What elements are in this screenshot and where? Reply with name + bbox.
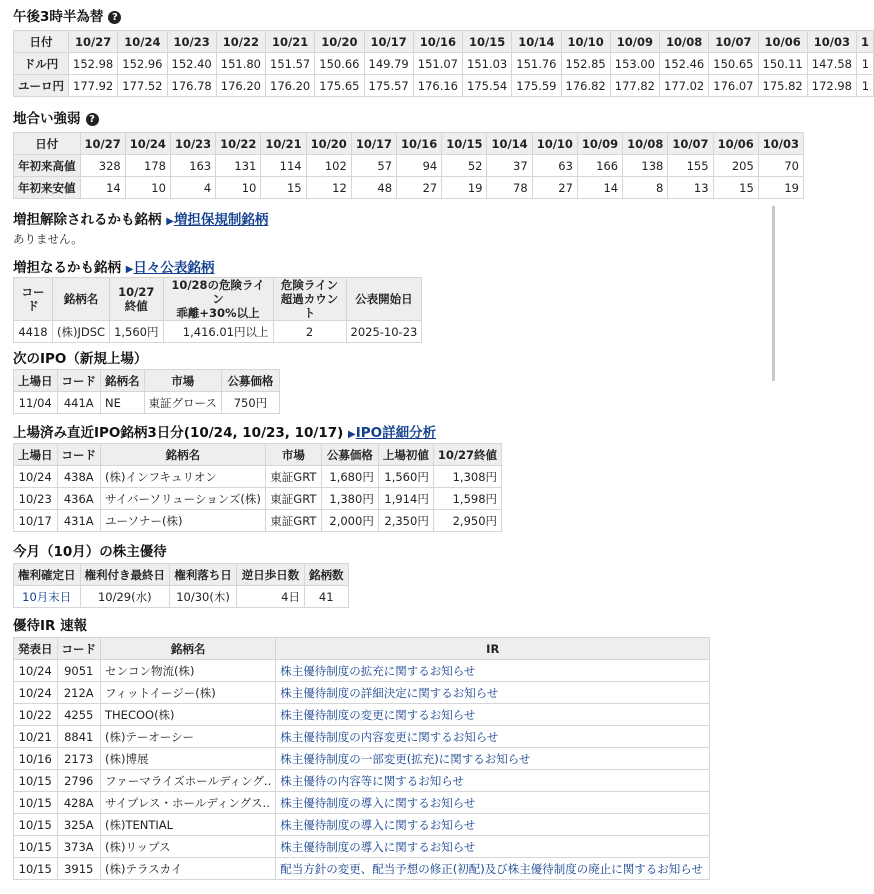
- fx-header-cell: 10/22: [216, 31, 265, 53]
- fx-rate-cell: 175.59: [512, 75, 561, 97]
- ir-row: [14, 726, 710, 748]
- recent-ipo-date: 10/17: [14, 510, 58, 532]
- ir-row: [14, 858, 710, 880]
- margin-add-start: 2025-10-23: [346, 321, 422, 343]
- recent-ipo-market: 東証GRT: [265, 488, 321, 510]
- fx-header-cell: 日付: [14, 31, 69, 53]
- breadth-count-cell: 27: [397, 177, 442, 199]
- recent-ipo-code: 431A: [57, 510, 101, 532]
- fx-rate-cell: 176.07: [709, 75, 758, 97]
- ir-company-name: (株)リップス: [101, 836, 276, 858]
- fx-row-label: ドル円: [14, 53, 69, 75]
- fx-header-cell: 10/24: [118, 31, 167, 53]
- breadth-count-cell: 57: [351, 155, 396, 177]
- benefits-table: [13, 563, 349, 608]
- ir-code: 2173: [57, 748, 101, 770]
- reverse-fee-days: 4日: [237, 586, 305, 608]
- fx-rate-cell: 150.66: [315, 53, 364, 75]
- recent-ipo-row: [14, 466, 502, 488]
- next-ipo-header-cell: コード: [57, 370, 101, 392]
- fx-rate-cell: 176.20: [216, 75, 265, 97]
- fx-header-cell: 10/21: [266, 31, 315, 53]
- ir-announcement-link[interactable]: 株主優待の内容等に関するお知らせ: [276, 770, 710, 792]
- recent-ipo-code: 436A: [57, 488, 101, 510]
- ipo-analysis-link[interactable]: ▶IPO詳細分析: [348, 425, 437, 441]
- record-date-link[interactable]: 10月末日: [14, 586, 81, 608]
- recent-ipo-open: 1,560円: [378, 466, 433, 488]
- recent-ipo-name: (株)インフキュリオン: [101, 466, 266, 488]
- breadth-count-cell: 27: [532, 177, 577, 199]
- breadth-header-cell: 10/17: [351, 133, 396, 155]
- margin-release-title: 増担解除されるかも銘柄 ▶増担保規制銘柄: [13, 212, 269, 228]
- recent-ipo-price: 1,380円: [321, 488, 378, 510]
- ir-header-cell: 発表日: [14, 638, 58, 660]
- fx-header-row: [14, 31, 874, 53]
- next-ipo-header-cell: 公募価格: [221, 370, 279, 392]
- breadth-count-cell: 70: [758, 155, 803, 177]
- breadth-count-cell: 12: [306, 177, 351, 199]
- ir-company-name: THECOO(株): [101, 704, 276, 726]
- breadth-row: [14, 177, 804, 199]
- fx-rate-cell: 152.96: [118, 53, 167, 75]
- fx-rate-cell: 152.40: [167, 53, 216, 75]
- fx-rate-cell: 147.58: [807, 53, 856, 75]
- help-icon[interactable]: ?: [86, 113, 99, 126]
- ir-row: [14, 770, 710, 792]
- next-ipo-header-cell: 市場: [144, 370, 221, 392]
- next-ipo-table: [13, 369, 280, 414]
- benefits-header-cell: 逆日歩日数: [237, 564, 305, 586]
- fx-rate-cell: 1: [857, 75, 874, 97]
- ir-code: 325A: [57, 814, 101, 836]
- ir-code: 428A: [57, 792, 101, 814]
- recent-ipo-header-cell: 銘柄名: [101, 444, 266, 466]
- next-ipo-price: 750円: [221, 392, 279, 414]
- recent-ipo-header-cell: コード: [57, 444, 101, 466]
- ir-date: 10/15: [14, 814, 58, 836]
- fx-row-label: ユーロ円: [14, 75, 69, 97]
- ir-date: 10/15: [14, 770, 58, 792]
- ir-code: 4255: [57, 704, 101, 726]
- breadth-header-cell: 10/16: [397, 133, 442, 155]
- breadth-header-cell: 10/21: [261, 133, 306, 155]
- fx-header-cell: 10/15: [463, 31, 512, 53]
- ir-title: 優待IR 速報: [13, 618, 88, 634]
- ir-date: 10/21: [14, 726, 58, 748]
- ir-row: [14, 792, 710, 814]
- breadth-count-cell: 166: [577, 155, 622, 177]
- breadth-header-cell: 10/15: [442, 133, 487, 155]
- fx-rate-cell: 175.82: [758, 75, 807, 97]
- breadth-count-cell: 205: [713, 155, 758, 177]
- benefits-header-cell: 権利確定日: [14, 564, 81, 586]
- recent-ipo-header-row: [14, 444, 502, 466]
- margin-add-header-cell: 公表開始日: [346, 278, 422, 321]
- fx-rate-cell: 176.82: [561, 75, 610, 97]
- fx-rate-cell: 151.07: [413, 53, 462, 75]
- fx-row: [14, 53, 874, 75]
- ir-date: 10/22: [14, 704, 58, 726]
- ir-table: [13, 637, 710, 880]
- ir-company-name: ファーマライズホールディング..: [101, 770, 276, 792]
- breadth-count-cell: 102: [306, 155, 351, 177]
- ir-row: [14, 748, 710, 770]
- breadth-count-cell: 138: [623, 155, 668, 177]
- ir-company-name: センコン物流(株): [101, 660, 276, 682]
- ir-announcement-link[interactable]: 株主優待制度の導入に関するお知らせ: [276, 836, 710, 858]
- fx-rate-cell: 175.65: [315, 75, 364, 97]
- breadth-count-cell: 163: [170, 155, 215, 177]
- recent-ipo-close: 2,950円: [433, 510, 501, 532]
- margin-add-count: 2: [273, 321, 346, 343]
- last-trading-date: 10/29(水): [80, 586, 170, 608]
- fx-rate-cell: 152.98: [69, 53, 118, 75]
- ir-code: 8841: [57, 726, 101, 748]
- ir-date: 10/16: [14, 748, 58, 770]
- recent-ipo-title: 上場済み直近IPO銘柄3日分(10/24, 10/23, 10/17) ▶IPO詳細分析: [13, 425, 437, 441]
- fx-header-cell: 10/23: [167, 31, 216, 53]
- margin-add-code: 4418: [14, 321, 53, 343]
- benefits-header-cell: 権利付き最終日: [80, 564, 170, 586]
- ir-code: 9051: [57, 660, 101, 682]
- ir-date: 10/15: [14, 792, 58, 814]
- breadth-count-cell: 10: [125, 177, 170, 199]
- ir-row: [14, 682, 710, 704]
- fx-rate-cell: 152.85: [561, 53, 610, 75]
- breadth-header-cell: 10/27: [80, 133, 125, 155]
- breadth-count-cell: 4: [170, 177, 215, 199]
- fx-rate-cell: 149.79: [364, 53, 413, 75]
- recent-ipo-header-cell: 上場初値: [378, 444, 433, 466]
- breadth-count-cell: 10: [216, 177, 261, 199]
- scrollbar[interactable]: [772, 206, 775, 381]
- ir-announcement-link[interactable]: 株主優待制度の詳細決定に関するお知らせ: [276, 682, 710, 704]
- fx-rate-cell: 151.76: [512, 53, 561, 75]
- fx-rate-cell: 177.82: [610, 75, 659, 97]
- fx-header-cell: 10/14: [512, 31, 561, 53]
- fx-header-cell: 10/16: [413, 31, 462, 53]
- next-ipo-market: 東証グロース: [144, 392, 221, 414]
- ir-header-cell: IR: [276, 638, 710, 660]
- fx-rate-cell: 150.65: [709, 53, 758, 75]
- margin-add-header-cell: 銘柄名: [53, 278, 110, 321]
- fx-header-cell: 1: [857, 31, 874, 53]
- ir-company-name: フィットイージー(株): [101, 682, 276, 704]
- breadth-header-cell: 日付: [14, 133, 81, 155]
- ex-rights-date: 10/30(木): [170, 586, 237, 608]
- margin-add-table: [13, 277, 422, 343]
- breadth-count-cell: 328: [80, 155, 125, 177]
- breadth-header-cell: 10/14: [487, 133, 532, 155]
- ir-company-name: (株)テラスカイ: [101, 858, 276, 880]
- ir-company-name: (株)TENTIAL: [101, 814, 276, 836]
- recent-ipo-market: 東証GRT: [265, 466, 321, 488]
- recent-ipo-market: 東証GRT: [265, 510, 321, 532]
- ir-row: [14, 814, 710, 836]
- recent-ipo-open: 2,350円: [378, 510, 433, 532]
- benefits-header-row: [14, 564, 349, 586]
- recent-ipo-header-cell: 公募価格: [321, 444, 378, 466]
- fx-rate-cell: 175.57: [364, 75, 413, 97]
- breadth-count-cell: 131: [216, 155, 261, 177]
- margin-add-header-cell: 10/27 終値: [110, 278, 163, 321]
- ir-announcement-link[interactable]: 株主優待制度の一部変更(拡充)に関するお知らせ: [276, 748, 710, 770]
- fx-rate-cell: 176.16: [413, 75, 462, 97]
- recent-ipo-price: 2,000円: [321, 510, 378, 532]
- breadth-header-row: [14, 133, 804, 155]
- margin-add-header-cell: 10/28の危険ライン 乖離+30%以上: [163, 278, 273, 321]
- fx-rate-cell: 175.54: [463, 75, 512, 97]
- margin-add-name: (株)JDSC: [53, 321, 110, 343]
- ir-company-name: (株)テーオーシー: [101, 726, 276, 748]
- ir-announcement-link[interactable]: 株主優待制度の導入に関するお知らせ: [276, 814, 710, 836]
- breadth-count-cell: 14: [80, 177, 125, 199]
- breadth-row-label: 年初来高値: [14, 155, 81, 177]
- next-ipo-name: NE: [101, 392, 145, 414]
- fx-header-cell: 10/03: [807, 31, 856, 53]
- ir-code: 2796: [57, 770, 101, 792]
- breadth-count-cell: 178: [125, 155, 170, 177]
- ir-code: 373A: [57, 836, 101, 858]
- recent-ipo-close: 1,598円: [433, 488, 501, 510]
- breadth-count-cell: 37: [487, 155, 532, 177]
- margin-add-close: 1,560円: [110, 321, 163, 343]
- ir-announcement-link[interactable]: 株主優待制度の変更に関するお知らせ: [276, 704, 710, 726]
- fx-rate-cell: 1: [857, 53, 874, 75]
- fx-rate-cell: 177.02: [660, 75, 709, 97]
- fx-table-container: [13, 30, 870, 99]
- margin-add-header-cell: コード: [14, 278, 53, 321]
- breadth-count-cell: 48: [351, 177, 396, 199]
- benefits-header-cell: 銘柄数: [305, 564, 349, 586]
- fx-header-cell: 10/07: [709, 31, 758, 53]
- fx-header-cell: 10/10: [561, 31, 610, 53]
- breadth-header-cell: 10/10: [532, 133, 577, 155]
- ir-code: 212A: [57, 682, 101, 704]
- fx-rate-cell: 151.03: [463, 53, 512, 75]
- breadth-count-cell: 19: [442, 177, 487, 199]
- fx-rate-cell: 152.46: [660, 53, 709, 75]
- breadth-count-cell: 155: [668, 155, 713, 177]
- fx-header-cell: 10/17: [364, 31, 413, 53]
- fx-header-cell: 10/09: [610, 31, 659, 53]
- stock-count: 41: [305, 586, 349, 608]
- fx-header-cell: 10/06: [758, 31, 807, 53]
- margin-regulation-link[interactable]: ▶増担保規制銘柄: [166, 212, 269, 228]
- recent-ipo-date: 10/23: [14, 488, 58, 510]
- ir-row: [14, 704, 710, 726]
- recent-ipo-table: [13, 443, 502, 532]
- margin-release-empty: ありません。: [13, 232, 83, 246]
- fx-rate-cell: 150.11: [758, 53, 807, 75]
- breadth-header-cell: 10/24: [125, 133, 170, 155]
- fx-header-cell: 10/27: [69, 31, 118, 53]
- benefits-header-cell: 権利落ち日: [170, 564, 237, 586]
- breadth-count-cell: 15: [713, 177, 758, 199]
- benefits-row: [14, 586, 349, 608]
- breadth-count-cell: 15: [261, 177, 306, 199]
- help-icon[interactable]: ?: [108, 11, 121, 24]
- breadth-table: [13, 132, 804, 199]
- fx-section-title: 午後3時半為替 ?: [13, 5, 121, 25]
- ir-date: 10/24: [14, 660, 58, 682]
- fx-rate-cell: 177.52: [118, 75, 167, 97]
- ir-header-cell: 銘柄名: [101, 638, 276, 660]
- breadth-section-title: 地合い強弱 ?: [13, 107, 99, 127]
- fx-rate-cell: 177.92: [69, 75, 118, 97]
- breadth-count-cell: 8: [623, 177, 668, 199]
- ir-code: 3915: [57, 858, 101, 880]
- ir-announcement-link[interactable]: 株主優待制度の導入に関するお知らせ: [276, 792, 710, 814]
- next-ipo-header-cell: 上場日: [14, 370, 58, 392]
- breadth-header-cell: 10/06: [713, 133, 758, 155]
- ir-company-name: (株)博展: [101, 748, 276, 770]
- recent-ipo-header-cell: 上場日: [14, 444, 58, 466]
- breadth-count-cell: 19: [758, 177, 803, 199]
- fx-rate-cell: 176.78: [167, 75, 216, 97]
- next-ipo-title: 次のIPO（新規上場）: [13, 351, 148, 367]
- recent-ipo-name: ユーソナー(株): [101, 510, 266, 532]
- breadth-count-cell: 13: [668, 177, 713, 199]
- fx-rate-cell: 176.20: [266, 75, 315, 97]
- recent-ipo-price: 1,680円: [321, 466, 378, 488]
- breadth-table-container: [13, 132, 799, 201]
- fx-rate-cell: 151.57: [266, 53, 315, 75]
- breadth-row-label: 年初来安値: [14, 177, 81, 199]
- recent-ipo-header-cell: 市場: [265, 444, 321, 466]
- breadth-header-cell: 10/20: [306, 133, 351, 155]
- margin-add-header-cell: 危険ライン 超過カウント: [273, 278, 346, 321]
- breadth-count-cell: 78: [487, 177, 532, 199]
- ir-company-name: サイプレス・ホールディングス..: [101, 792, 276, 814]
- breadth-row: [14, 155, 804, 177]
- next-ipo-row: [14, 392, 280, 414]
- ir-header-cell: コード: [57, 638, 101, 660]
- ir-date: 10/24: [14, 682, 58, 704]
- benefits-title: 今月（10月）の株主優待: [13, 544, 167, 560]
- breadth-header-cell: 10/23: [170, 133, 215, 155]
- breadth-count-cell: 14: [577, 177, 622, 199]
- ir-announcement-link[interactable]: 配当方針の変更、配当予想の修正(初配)及び株主優待制度の廃止に関するお知らせ: [276, 858, 710, 880]
- ir-row: [14, 660, 710, 682]
- daily-announcement-link[interactable]: ▶日々公表銘柄: [125, 260, 215, 276]
- recent-ipo-name: サイバーソリューションズ(株): [101, 488, 266, 510]
- fx-table: [13, 30, 874, 97]
- fx-row: [14, 75, 874, 97]
- fx-header-cell: 10/20: [315, 31, 364, 53]
- breadth-header-cell: 10/07: [668, 133, 713, 155]
- breadth-count-cell: 114: [261, 155, 306, 177]
- breadth-count-cell: 52: [442, 155, 487, 177]
- margin-add-row: [14, 321, 422, 343]
- breadth-header-cell: 10/22: [216, 133, 261, 155]
- recent-ipo-row: [14, 488, 502, 510]
- recent-ipo-code: 438A: [57, 466, 101, 488]
- next-ipo-header-cell: 銘柄名: [101, 370, 145, 392]
- breadth-header-cell: 10/03: [758, 133, 803, 155]
- next-ipo-code: 441A: [57, 392, 101, 414]
- margin-add-line: 1,416.01円以上: [163, 321, 273, 343]
- recent-ipo-open: 1,914円: [378, 488, 433, 510]
- margin-add-title: 増担なるかも銘柄 ▶日々公表銘柄: [13, 260, 215, 276]
- next-ipo-date: 11/04: [14, 392, 58, 414]
- ir-date: 10/15: [14, 858, 58, 880]
- breadth-header-cell: 10/08: [623, 133, 668, 155]
- ir-row: [14, 836, 710, 858]
- ir-date: 10/15: [14, 836, 58, 858]
- ir-header-row: [14, 638, 710, 660]
- breadth-header-cell: 10/09: [577, 133, 622, 155]
- fx-rate-cell: 172.98: [807, 75, 856, 97]
- ir-announcement-link[interactable]: 株主優待制度の拡充に関するお知らせ: [276, 660, 710, 682]
- ir-announcement-link[interactable]: 株主優待制度の内容変更に関するお知らせ: [276, 726, 710, 748]
- breadth-count-cell: 63: [532, 155, 577, 177]
- recent-ipo-header-cell: 10/27終値: [433, 444, 501, 466]
- recent-ipo-row: [14, 510, 502, 532]
- recent-ipo-close: 1,308円: [433, 466, 501, 488]
- recent-ipo-date: 10/24: [14, 466, 58, 488]
- breadth-count-cell: 94: [397, 155, 442, 177]
- margin-add-header-row: [14, 278, 422, 321]
- fx-rate-cell: 151.80: [216, 53, 265, 75]
- fx-rate-cell: 153.00: [610, 53, 659, 75]
- fx-header-cell: 10/08: [660, 31, 709, 53]
- next-ipo-header-row: [14, 370, 280, 392]
